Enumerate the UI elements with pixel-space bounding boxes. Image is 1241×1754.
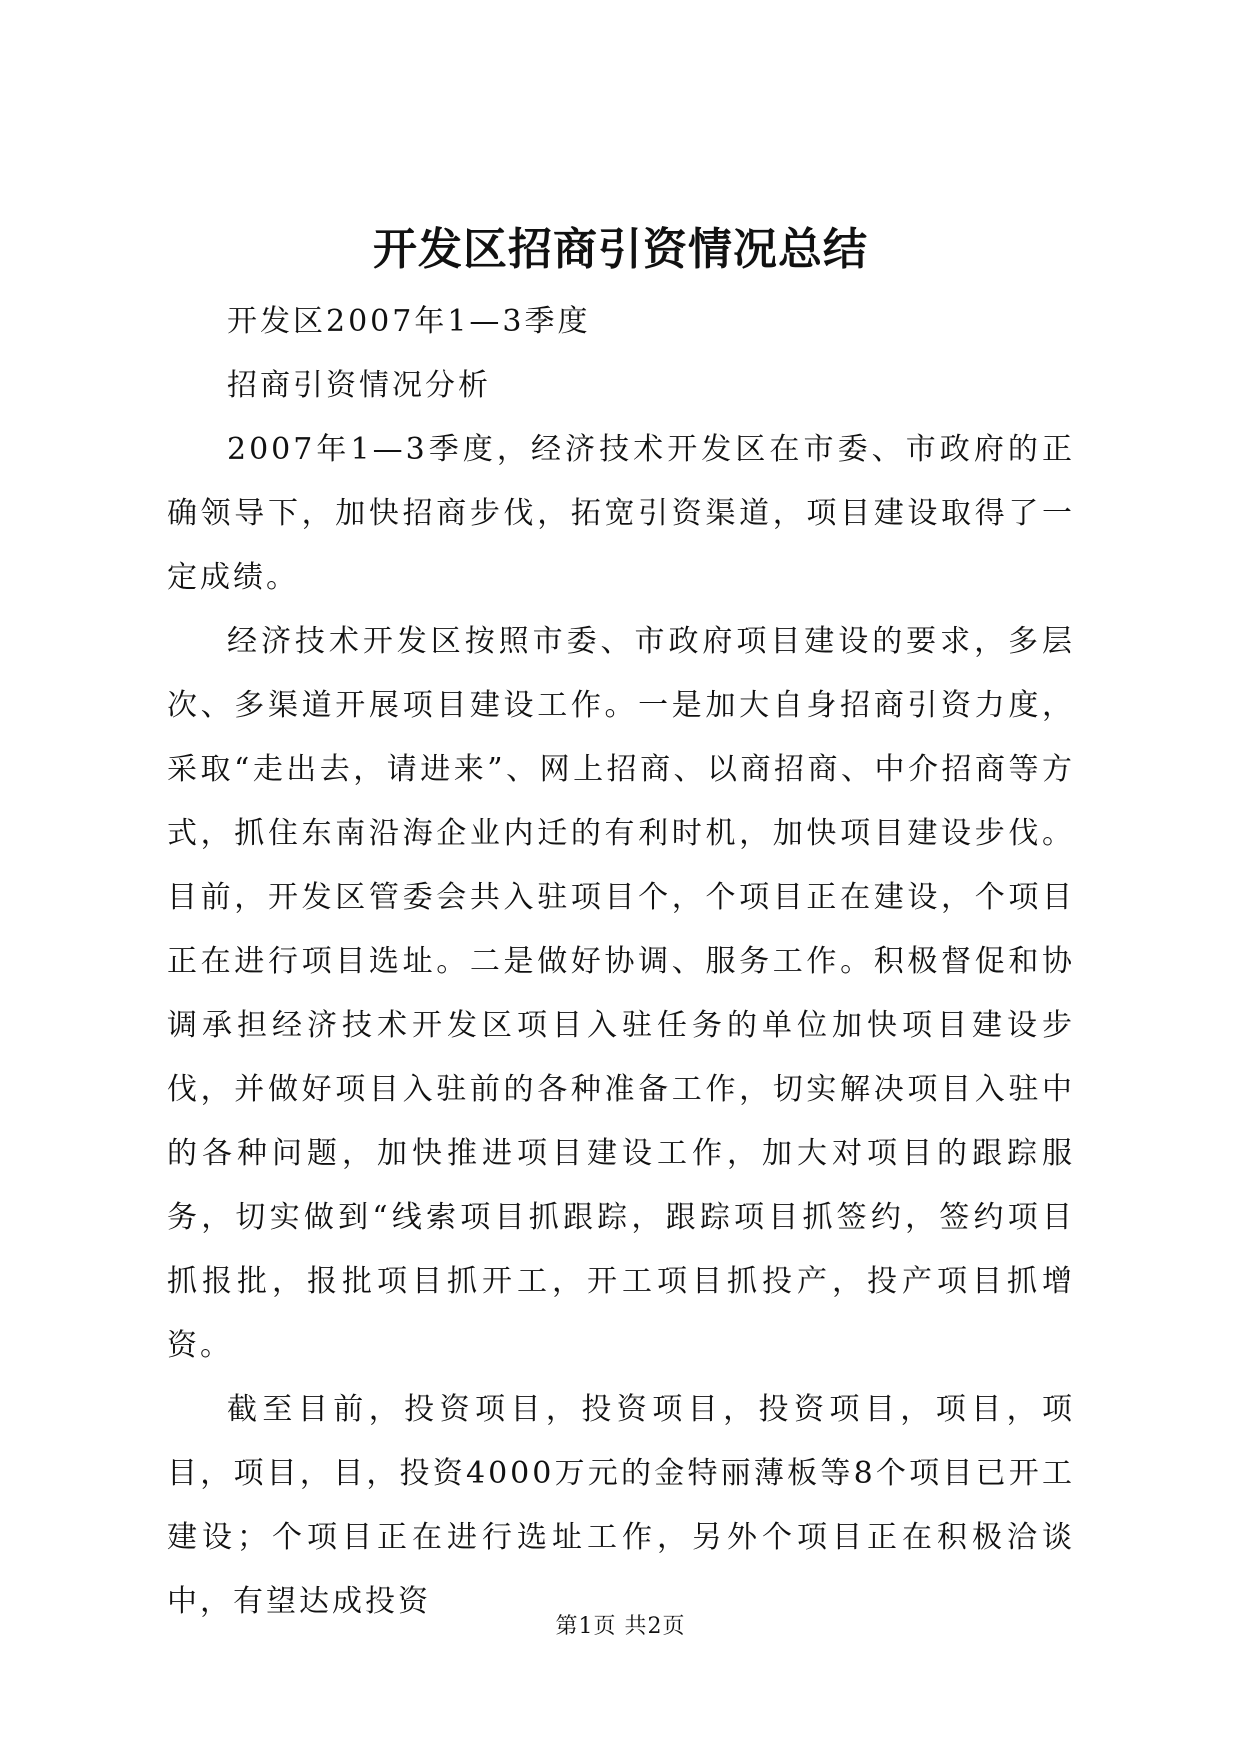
paragraph-2: 招商引资情况分析	[227, 368, 491, 403]
paragraph-3: 2007年1—3季度，经济技术开发区在市委、市政府的正确领导下，加快招商步伐，拓宽引资渠道，项目建设取得了一定成绩。	[167, 432, 1075, 595]
paragraph-4: 经济技术开发区按照市委、市政府项目建设的要求，多层次、多渠道开展项目建设工作。一是加大自身招商引资力度，采取“走出去，请进来”、网上招商、以商招商、中介招商等方式，抓住东南沿海企业内迁的有利时机，加快项目建设步伐。目前，开发区管委会共入驻项目个，个项目正在建设，个项目正在进行项目选址。二是做好协调、服务工作。积极督促和协调承担经济技术开发区项目入驻任务的单位加快项目建设步伐，并做好项目入驻前的各种准备工作，切实解决项目入驻中的各种问题，加快推进项目建设工作，加大对项目的跟踪服务，切实做到“线索项目抓跟踪，跟踪项目抓签约，签约项目抓报批，报批项目抓开工，开工项目抓投产，投产项目抓增资。	[167, 624, 1075, 1363]
paragraph-5: 截至目前，投资项目，投资项目，投资项目，项目，项目，项目，目，投资4000万元的金特丽薄板等8个项目已开工建设；个项目正在进行选址工作，另外个项目正在积极洽谈中，有望达成投资	[167, 1392, 1075, 1619]
document-body	[167, 290, 1075, 1634]
page-footer: 第1页 共2页	[555, 1614, 686, 1639]
document-title: 开发区招商引资情况总结	[373, 224, 868, 275]
paragraph-1: 开发区2007年1—3季度	[227, 304, 591, 339]
